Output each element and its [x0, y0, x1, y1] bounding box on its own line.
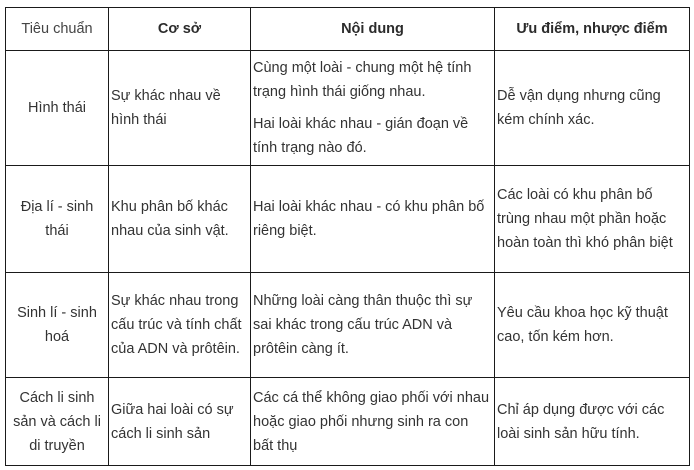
cell-criterion: Cách li sinh sản và cách li di truyền [6, 378, 109, 466]
cell-content [251, 378, 495, 466]
species-criteria-table [5, 7, 690, 466]
cell-content [251, 51, 495, 166]
table-row [6, 378, 690, 466]
table-row [6, 166, 690, 273]
content-paragraph: Hai loài khác nhau - có khu phân bố riêng biệt. [253, 199, 485, 239]
cell-content [251, 273, 495, 378]
cell-criterion: Sinh lí - sinh hoá [6, 273, 109, 378]
header-criterion: Tiêu chuẩn [6, 8, 109, 51]
cell-pros-cons: Yêu cầu khoa học kỹ thuật cao, tốn kém hơn. [495, 273, 690, 378]
cell-pros-cons: Dễ vận dụng nhưng cũng kém chính xác. [495, 51, 690, 166]
cell-content [251, 166, 495, 273]
cell-pros-cons: Các loài có khu phân bố trùng nhau một phần hoặc hoàn toàn thì khó phân biệt [495, 166, 690, 273]
content-paragraph: Những loài càng thân thuộc thì sự sai khác trong cấu trúc ADN và prôtêin càng ít. [253, 293, 473, 357]
cell-criterion: Hình thái [6, 51, 109, 166]
content-paragraph: Hai loài khác nhau - gián đoạn về tính trạng nào đó. [253, 116, 469, 156]
cell-pros-cons: Chỉ áp dụng được với các loài sinh sản hữu tính. [495, 378, 690, 466]
content-paragraph: Cùng một loài - chung một hệ tính trạng hình thái giống nhau. [253, 60, 472, 100]
header-pros-cons: Ưu điểm, nhược điểm [495, 8, 690, 51]
header-basis: Cơ sở [109, 8, 251, 51]
header-content: Nội dung [251, 8, 495, 51]
table-row [6, 51, 690, 166]
cell-criterion: Địa lí - sinh thái [6, 166, 109, 273]
table-header-row [6, 8, 690, 51]
content-paragraph: Các cá thể không giao phối với nhau hoặc giao phối nhưng sinh ra con bất thụ [253, 389, 490, 454]
cell-basis: Khu phân bố khác nhau của sinh vật. [109, 166, 251, 273]
cell-basis: Sự khác nhau về hình thái [109, 51, 251, 166]
table-row [6, 273, 690, 378]
cell-basis: Sự khác nhau trong cấu trúc và tính chất của ADN và prôtêin. [109, 273, 251, 378]
cell-basis: Giữa hai loài có sự cách li sinh sản [109, 378, 251, 466]
